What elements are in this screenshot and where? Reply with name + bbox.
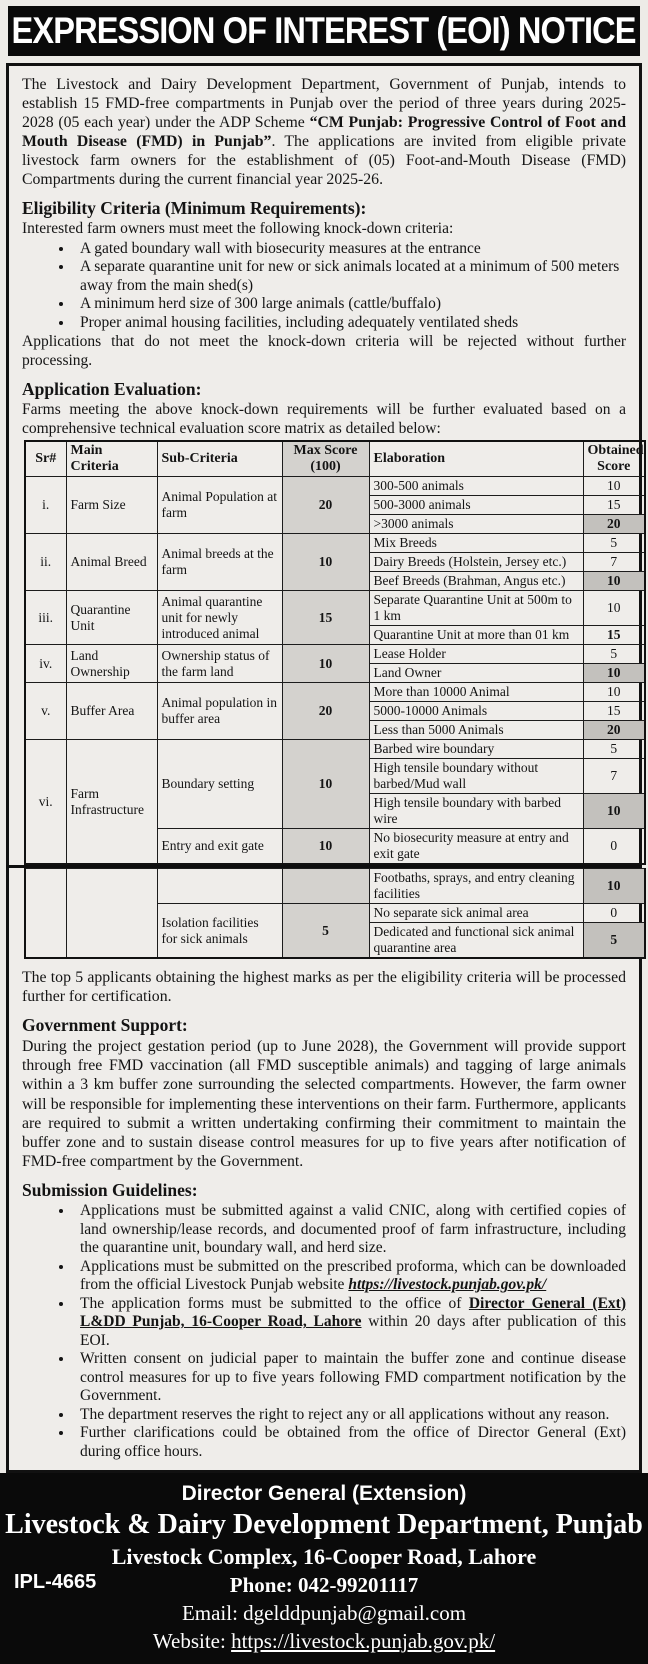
table-cell: 500-3000 animals <box>369 496 583 515</box>
table-row <box>25 477 645 496</box>
table-cell <box>25 869 66 959</box>
footer-address: Livestock Complex, 16-Cooper Road, Lahore <box>111 1544 537 1570</box>
bullet-item <box>74 1295 626 1351</box>
text-segment: Written consent on judicial paper to maintain the buffer zone and continue disease control measures for up to five years following FMD compartment notification by the Government. <box>80 1350 626 1405</box>
score-matrix-table-continued <box>24 868 646 959</box>
eligibility-lead: Interested farm owners must meet the following knock-down criteria: <box>22 220 454 237</box>
evaluation-heading: Application Evaluation: <box>22 379 202 399</box>
table-cell: No separate sick animal area <box>369 904 583 923</box>
scheme-name: “CM Punjab: Progressive Control of Foot and Mouth Disease (FMD) in Punjab” <box>22 114 626 150</box>
footer-email: Email: dgelddpunjab@gmail.com <box>181 1601 467 1626</box>
table-row <box>25 534 645 553</box>
footer-website-label: Website: <box>152 1629 232 1654</box>
footer-website-url: https://livestock.punjab.gov.pk/ <box>231 1629 496 1654</box>
text-segment: A gated boundary wall with biosecurity measures at the entrance <box>80 239 481 257</box>
bullet-item <box>74 1202 626 1258</box>
table-cell: 5 <box>583 740 645 759</box>
table-cell: Farm Infrastructure <box>66 740 157 865</box>
eligibility-list <box>22 240 626 333</box>
text-segment: Proper animal housing facilities, including adequately ventilated sheds <box>80 313 519 331</box>
notice-body <box>6 63 642 1473</box>
column-header: Obtained Score <box>583 441 645 477</box>
table-row <box>25 683 645 702</box>
table-cell: vi. <box>25 740 66 865</box>
table-cell: Land Owner <box>369 664 583 683</box>
table-cell: High tensile boundary with barbed wire <box>369 794 583 829</box>
table-cell: 10 <box>583 591 645 626</box>
column-header: Sub-Criteria <box>157 441 282 477</box>
column-header: Max Score (100) <box>282 441 369 477</box>
column-header: Sr# <box>25 441 66 477</box>
table-cell: 300-500 animals <box>369 477 583 496</box>
table-cell: Lease Holder <box>369 645 583 664</box>
footer-website <box>0 1627 648 1655</box>
column-header: Main Criteria <box>66 441 157 477</box>
table-cell: 15 <box>583 496 645 515</box>
text-segment: https://livestock.punjab.gov.pk/ <box>348 1276 547 1294</box>
table-cell: No biosecurity measure at entry and exit gate <box>369 829 583 865</box>
table-cell: 20 <box>282 477 369 534</box>
table-cell <box>157 869 282 904</box>
table-cell: 10 <box>583 572 645 591</box>
table-cell: Separate Quarantine Unit at 500m to 1 km <box>369 591 583 626</box>
bullet-item <box>74 295 626 314</box>
table-row <box>25 645 645 664</box>
ipl-number: IPL-4665 <box>14 1571 97 1594</box>
eligibility-note: Applications that do not meet the knock-down criteria will be rejected without further processing. <box>22 333 626 369</box>
table-cell: 10 <box>583 869 645 904</box>
table-cell: Dairy Breeds (Holstein, Jersey etc.) <box>369 553 583 572</box>
table-cell: 10 <box>282 534 369 591</box>
table-cell: Footbaths, sprays, and entry cleaning facilities <box>369 869 583 904</box>
intro-text-pre: The Livestock and Dairy Development Department, Government of Punjab, intends to establish 15 FMD-free compartments in Punjab over the period of three years during 2025-2028 (05 each year) under the ADP Scheme <box>22 76 626 131</box>
table-cell: 0 <box>583 904 645 923</box>
table-cell: Dedicated and functional sick animal quarantine area <box>369 923 583 959</box>
table-cell: 7 <box>583 553 645 572</box>
table-cell: Isolation facilities for sick animals <box>157 904 282 959</box>
table-cell: 0 <box>583 829 645 865</box>
table-cell: Animal Population at farm <box>157 477 282 534</box>
table-cell: 5 <box>583 534 645 553</box>
text-segment: Applications must be submitted against a valid CNIC, along with certified copies of land ownership/lease records, and documented proof of farm infrastructure, including the quarantine unit, boundary wall, and herd size. <box>80 1202 626 1257</box>
table-cell: 20 <box>583 515 645 534</box>
intro-text-post: . The applications are invited from eligible private livestock farm owners for the establishment of (05) Foot-and-Mouth Disease (FMD) Compartments during the current financial year 2025-26. <box>22 133 627 188</box>
table-cell: Barbed wire boundary <box>369 740 583 759</box>
table-cell: Quarantine Unit at more than 01 km <box>369 626 583 645</box>
table-row <box>25 591 645 626</box>
score-matrix-table <box>24 440 646 865</box>
bullet-item <box>74 240 626 259</box>
table-cell: 5 <box>583 645 645 664</box>
bullet-item <box>74 314 626 333</box>
footer-phone: Phone: 042-99201117 <box>229 1573 419 1598</box>
table-cell: Quarantine Unit <box>66 591 157 645</box>
intro-paragraph <box>22 75 626 189</box>
submission-heading: Submission Guidelines: <box>22 1180 198 1201</box>
table-cell: Less than 5000 Animals <box>369 721 583 740</box>
table-cell: Land Ownership <box>66 645 157 683</box>
table-cell: Animal population in buffer area <box>157 683 282 740</box>
footer-director-general: Director General (Extension) <box>181 1482 467 1506</box>
table-cell: 10 <box>282 740 369 829</box>
notice-footer <box>0 1473 648 1664</box>
column-header: Elaboration <box>369 441 583 477</box>
notice-title: EXPRESSION OF INTEREST (EOI) NOTICE <box>11 10 637 51</box>
table-cell: iii. <box>25 591 66 645</box>
table-cell: 7 <box>583 759 645 794</box>
table-cell: v. <box>25 683 66 740</box>
table-cell: Ownership status of the farm land <box>157 645 282 683</box>
table-row <box>25 869 645 904</box>
table-cell: Beef Breeds (Brahman, Angus etc.) <box>369 572 583 591</box>
bullet-item <box>74 1424 626 1461</box>
table-cell: Animal quarantine unit for newly introduced animal <box>157 591 282 645</box>
table-cell: 20 <box>583 721 645 740</box>
text-segment: within 20 days after publication of this EOI. <box>80 1313 626 1349</box>
table-cell: 5 <box>583 923 645 959</box>
text-segment: A minimum herd size of 300 large animals (cattle/buffalo) <box>80 295 441 312</box>
submission-list <box>22 1202 626 1461</box>
table-cell: 5000-10000 Animals <box>369 702 583 721</box>
bullet-item <box>74 1350 626 1406</box>
table-cell: Animal breeds at the farm <box>157 534 282 591</box>
table-row <box>25 740 645 759</box>
table-cell: Boundary setting <box>157 740 282 829</box>
table-cell: 10 <box>583 683 645 702</box>
table-cell: 10 <box>583 664 645 683</box>
bullet-item <box>74 1406 626 1425</box>
table-cell: Entry and exit gate <box>157 829 282 865</box>
table-cell: Buffer Area <box>66 683 157 740</box>
support-heading: Government Support: <box>22 1015 188 1035</box>
table-cell: More than 10000 Animal <box>369 683 583 702</box>
table-cell: 15 <box>282 591 369 645</box>
footer-department-name: Livestock & Dairy Development Department, Punjab <box>5 1509 643 1541</box>
table-cell: 5 <box>282 904 369 959</box>
table-cell <box>66 869 157 959</box>
table-cell: 10 <box>282 645 369 683</box>
table-cell: iv. <box>25 645 66 683</box>
table-cell: 15 <box>583 626 645 645</box>
top5-note: The top 5 applicants obtaining the highest marks as per the eligibility criteria will be processed further for certification. <box>22 969 626 1005</box>
notice-title-bar <box>8 6 640 56</box>
table-cell: Farm Size <box>66 477 157 534</box>
table-cell: Mix Breeds <box>369 534 583 553</box>
table-cell: >3000 animals <box>369 515 583 534</box>
bullet-item <box>74 258 626 295</box>
support-paragraph: During the project gestation period (up to June 2028), the Government will provide support through free FMD vaccination (all FMD susceptible animals) and tagging of large animals within a 3 km buffer zone surrounding the selected compartments. However, the farm owner will be responsible for implementing these interventions on their farm. Furthermore, applicants are required to submit a written undertaking confirming their commitment to maintain the buffer zone and to sustain disease control measures for up to five years after notification of FMD-free compartment by the Government. <box>22 1038 626 1171</box>
text-segment: The department reserves the right to reject any or all applications without any reason. <box>80 1405 610 1423</box>
table-cell: Animal Breed <box>66 534 157 591</box>
table-header-row <box>25 441 645 477</box>
table-cell: 15 <box>583 702 645 721</box>
text-segment: Applications must be submitted on the prescribed proforma, which can be downloaded from the official Livestock Punjab website <box>80 1257 626 1294</box>
table-cell: 10 <box>282 829 369 865</box>
table-cell: 10 <box>583 477 645 496</box>
table-cell <box>282 869 369 904</box>
text-segment: A separate quarantine unit for new or sick animals located at a minimum of 500 meters away from the main shed(s) <box>80 258 620 294</box>
text-segment: Director General (Ext) L&DD Punjab, 16-Cooper Road, Lahore <box>80 1294 626 1331</box>
bullet-item <box>74 1258 626 1295</box>
table-cell: High tensile boundary without barbed/Mud wall <box>369 759 583 794</box>
table-cell: ii. <box>25 534 66 591</box>
text-segment: The application forms must be submitted to the office of <box>80 1294 469 1312</box>
evaluation-lead: Farms meeting the above knock-down requirements will be further evaluated based on a comprehensive technical evaluation score matrix as detailed below: <box>22 401 626 437</box>
eligibility-heading: Eligibility Criteria (Minimum Requirements): <box>22 198 367 218</box>
table-cell: 10 <box>583 794 645 829</box>
table-cell: i. <box>25 477 66 534</box>
text-segment: Further clarifications could be obtained from the office of Director General (Ext) during office hours. <box>80 1424 626 1460</box>
table-cell: 20 <box>282 683 369 740</box>
